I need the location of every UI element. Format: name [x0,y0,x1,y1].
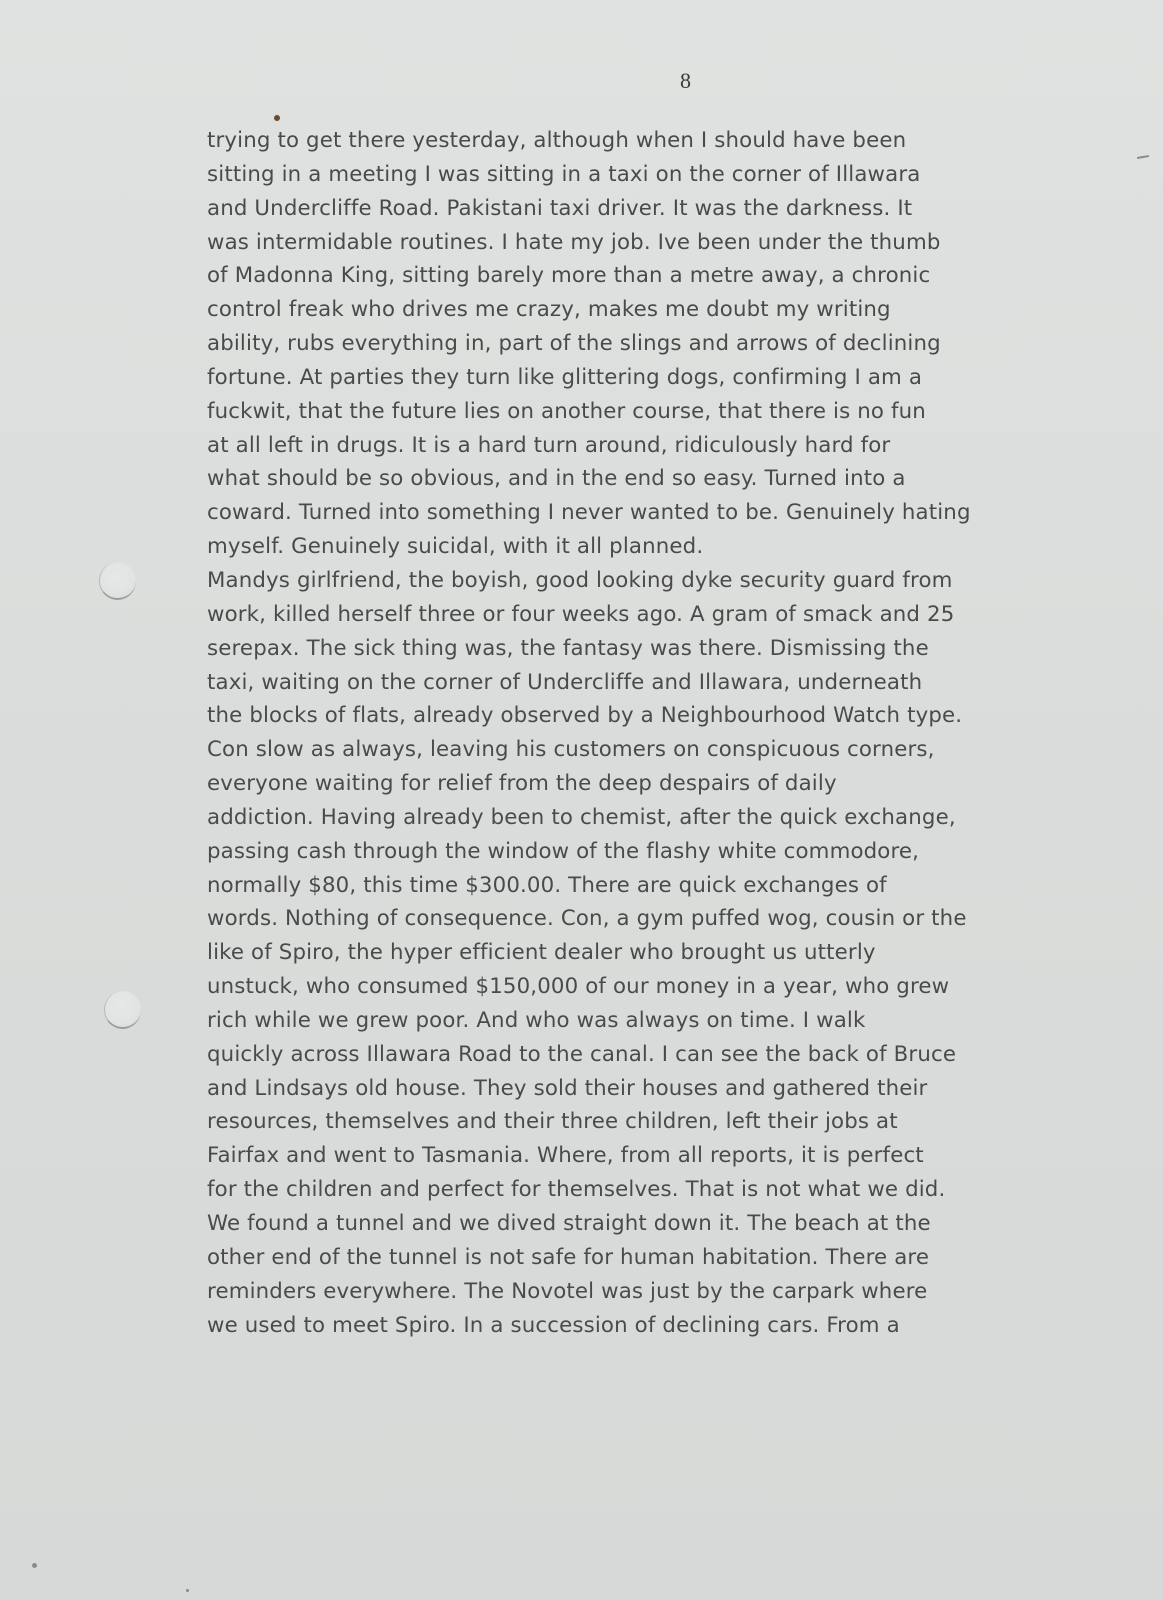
text-line: normally $80, this time $300.00. There are quick exchanges of [207,872,887,898]
text-line: sitting in a meeting I was sitting in a taxi on the corner of Illawara [207,161,921,187]
text-line: and Lindsays old house. They sold their houses and gathered their [207,1075,928,1101]
text-line: coward. Turned into something I never wanted to be. Genuinely hating [207,500,971,526]
text-line: what should be so obvious, and in the end so easy. Turned into a [207,466,906,492]
edge-mark [1137,155,1149,159]
text-line: we used to meet Spiro. In a succession of declining cars. From a [207,1312,900,1338]
text-line: unstuck, who consumed $150,000 of our money in a year, who grew [207,974,950,1000]
text-line: was intermidable routines. I hate my job. Ive been under the thumb [207,229,941,255]
scan-dot [32,1563,37,1568]
text-line: resources, themselves and their three children, left their jobs at [207,1109,898,1135]
text-line: passing cash through the window of the flashy white commodore, [207,838,920,864]
punch-hole-lower [104,991,141,1029]
body-text [207,124,1027,1342]
text-line: at all left in drugs. It is a hard turn around, ridiculously hard for [207,432,891,458]
text-line: and Undercliffe Road. Pakistani taxi driver. It was the darkness. It [207,195,913,221]
text-line: the blocks of flats, already observed by a Neighbourhood Watch type. [207,703,963,729]
punch-hole-upper [99,562,136,600]
text-line: control freak who drives me crazy, makes me doubt my writing [207,297,891,323]
text-line: work, killed herself three or four weeks ago. A gram of smack and 25 [207,601,955,627]
text-line: Con slow as always, leaving his customers on conspicuous corners, [207,737,935,763]
text-line: like of Spiro, the hyper efficient dealer who brought us utterly [207,940,876,966]
text-line: serepax. The sick thing was, the fantasy was there. Dismissing the [207,635,929,661]
page-number: 8 [680,68,691,93]
text-line: addiction. Having already been to chemist, after the quick exchange, [207,804,956,830]
text-line: everyone waiting for relief from the deep despairs of daily [207,771,837,797]
text-line: myself. Genuinely suicidal, with it all planned. [207,534,704,560]
text-line: ability, rubs everything in, part of the slings and arrows of declining [207,331,941,357]
text-line: Mandys girlfriend, the boyish, good looking dyke security guard from [207,567,953,593]
text-line: rich while we grew poor. And who was always on time. I walk [207,1007,866,1033]
scan-dot [186,1589,189,1592]
text-line: taxi, waiting on the corner of Undercliffe and Illawara, underneath [207,669,923,695]
text-line: fuckwit, that the future lies on another course, that there is no fun [207,398,926,424]
text-line: other end of the tunnel is not safe for human habitation. There are [207,1244,930,1270]
text-line: trying to get there yesterday, although when I should have been [207,128,907,153]
text-line: Fairfax and went to Tasmania. Where, from all reports, it is perfect [207,1143,924,1169]
text-line: reminders everywhere. The Novotel was just by the carpark where [207,1278,928,1304]
text-line: quickly across Illawara Road to the canal. I can see the back of Bruce [207,1041,957,1067]
text-line: for the children and perfect for themselves. That is not what we did. [207,1177,946,1203]
ink-speck [274,115,280,121]
text-line: fortune. At parties they turn like glittering dogs, confirming I am a [207,364,923,390]
text-line: of Madonna King, sitting barely more than a metre away, a chronic [207,263,931,289]
text-line: We found a tunnel and we dived straight down it. The beach at the [207,1211,931,1236]
text-line: words. Nothing of consequence. Con, a gym puffed wog, cousin or the [207,906,967,932]
